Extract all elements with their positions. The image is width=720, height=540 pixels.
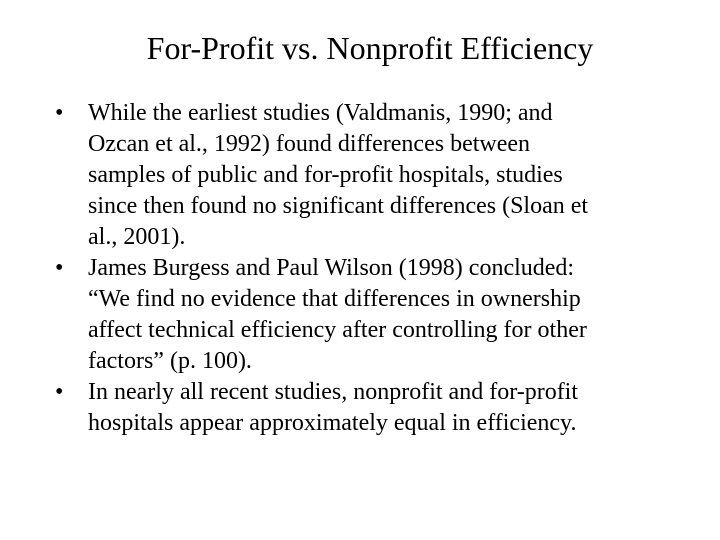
- bullet-text-line: While the earliest studies (Valdmanis, 1990; and: [88, 100, 553, 126]
- bullet-text-line: hospitals appear approximately equal in efficiency.: [88, 410, 577, 436]
- slide-title: For-Profit vs. Nonprofit Efficiency: [146, 30, 594, 66]
- bullet-text-line: al., 2001).: [88, 224, 186, 250]
- bullet-list: [55, 98, 685, 439]
- bullet-text-line: affect technical efficiency after controlling for other: [88, 317, 587, 343]
- bullet-text-line: samples of public and for-profit hospitals, studies: [88, 162, 563, 188]
- bullet-text-line: since then found no significant differences (Sloan et: [88, 193, 589, 219]
- bullet-text-line: In nearly all recent studies, nonprofit and for-profit: [88, 379, 579, 405]
- bullet-text-line: “We find no evidence that differences in ownership: [88, 286, 581, 312]
- bullet-marker: •: [55, 379, 64, 405]
- bullet-item-1: [55, 98, 685, 253]
- bullet-item-2: [55, 253, 685, 377]
- bullet-item-3: [55, 377, 685, 439]
- bullet-text-line: James Burgess and Paul Wilson (1998) concluded:: [88, 255, 575, 281]
- bullet-text-line: Ozcan et al., 1992) found differences between: [88, 131, 531, 157]
- bullet-marker: •: [55, 255, 64, 281]
- bullet-marker: •: [55, 100, 64, 126]
- bullet-text-line: factors” (p. 100).: [88, 348, 252, 374]
